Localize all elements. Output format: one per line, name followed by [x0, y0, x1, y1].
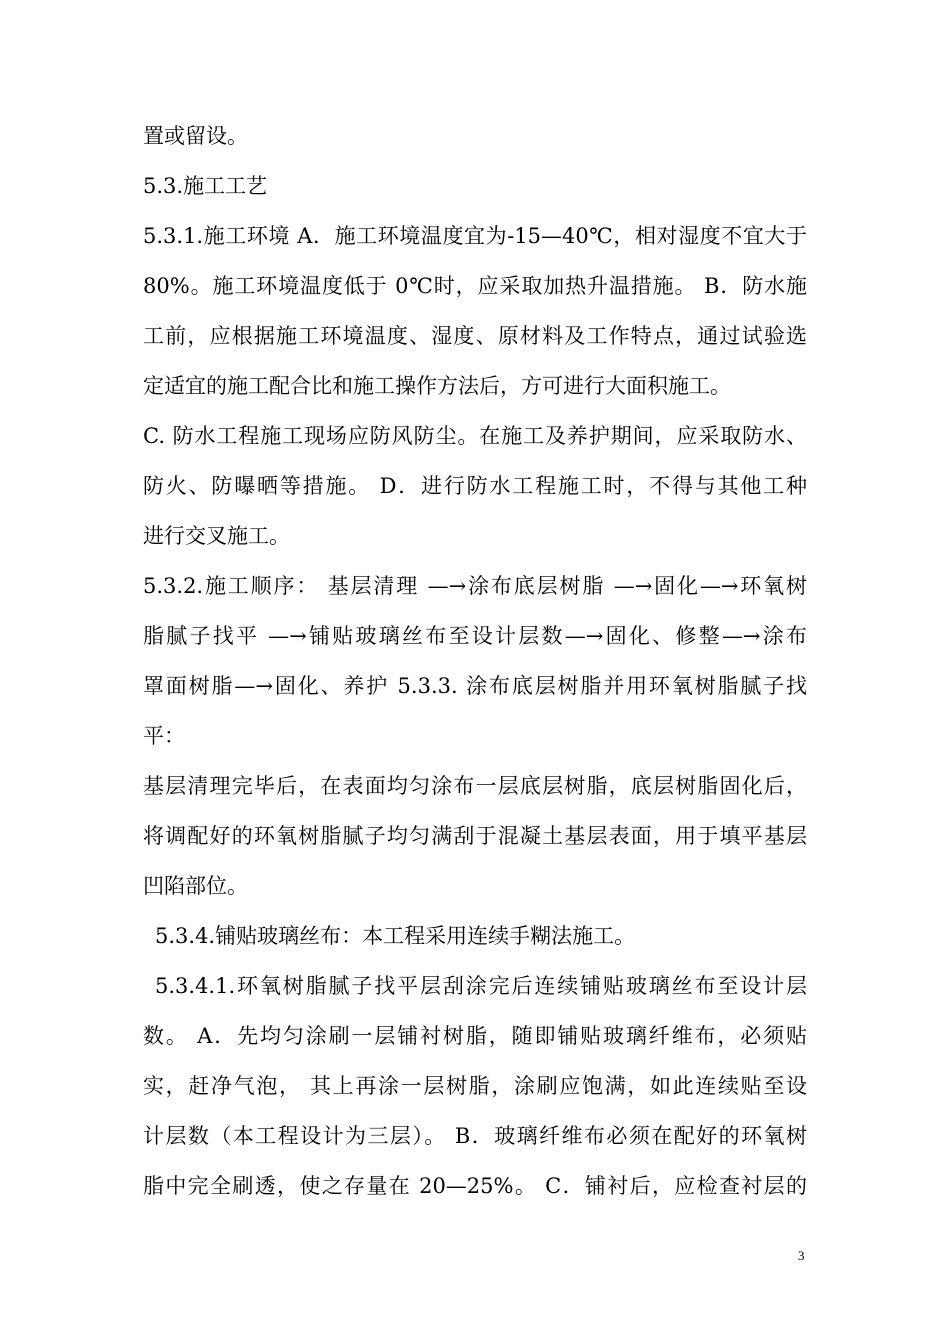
- text-line: 5.3.2.施工顺序： 基层清理 —→涂布底层树脂 —→固化—→环氧树: [143, 574, 807, 598]
- text-line: 基层清理完毕后，在表面均匀涂布一层底层树脂，底层树脂固化后，: [143, 774, 807, 798]
- text-line: 5.3.4.1.环氧树脂腻子找平层刮涂完后连续铺贴玻璃丝布至设计层: [155, 974, 807, 998]
- text-line: 罩面树脂—→固化、养护 5.3.3. 涂布底层树脂并用环氧树脂腻子找: [143, 674, 807, 698]
- text-line: C. 防水工程施工现场应防风防尘。在施工及养护期间，应采取防水、: [143, 424, 807, 448]
- text-line: 凹陷部位。: [143, 874, 248, 898]
- text-line: 平：: [143, 724, 185, 748]
- text-line: 计层数（本工程设计为三层）。 B．玻璃纤维布必须在配好的环氧树: [143, 1124, 807, 1148]
- document-body: [143, 111, 807, 1211]
- text-line: 置或留设。: [143, 124, 248, 148]
- text-line: 脂中完全刷透，使之存量在 20—25%。 C．铺衬后，应检查衬层的: [143, 1174, 807, 1198]
- text-line: 防火、防曝晒等措施。 D．进行防水工程施工时，不得与其他工种: [143, 474, 807, 498]
- text-line: 5.3.1.施工环境 A．施工环境温度宜为-15—40℃，相对湿度不宜大于: [143, 224, 807, 248]
- text-line: 工前，应根据施工环境温度、湿度、原材料及工作特点，通过试验选: [143, 324, 807, 348]
- text-line: 进行交叉施工。: [143, 524, 290, 548]
- page-number: 3: [798, 1248, 805, 1263]
- text-line: 脂腻子找平 —→铺贴玻璃丝布至设计层数—→固化、修整—→涂布: [143, 624, 807, 648]
- text-line: 数。 A．先均匀涂刷一层铺衬树脂，随即铺贴玻璃纤维布，必须贴: [143, 1024, 807, 1048]
- text-line: 定适宜的施工配合比和施工操作方法后，方可进行大面积施工。: [143, 374, 731, 398]
- text-line: 将调配好的环氧树脂腻子均匀满刮于混凝土基层表面，用于填平基层: [143, 824, 807, 848]
- text-line: 实，赶净气泡， 其上再涂一层树脂，涂刷应饱满，如此连续贴至设: [143, 1074, 807, 1098]
- section-heading: 5.3.4.铺贴玻璃丝布：本工程采用连续手糊法施工。: [155, 924, 636, 948]
- section-heading: 5.3.施工工艺: [143, 174, 268, 198]
- text-line: 80%。施工环境温度低于 0℃时，应采取加热升温措施。 B．防水施: [143, 274, 807, 298]
